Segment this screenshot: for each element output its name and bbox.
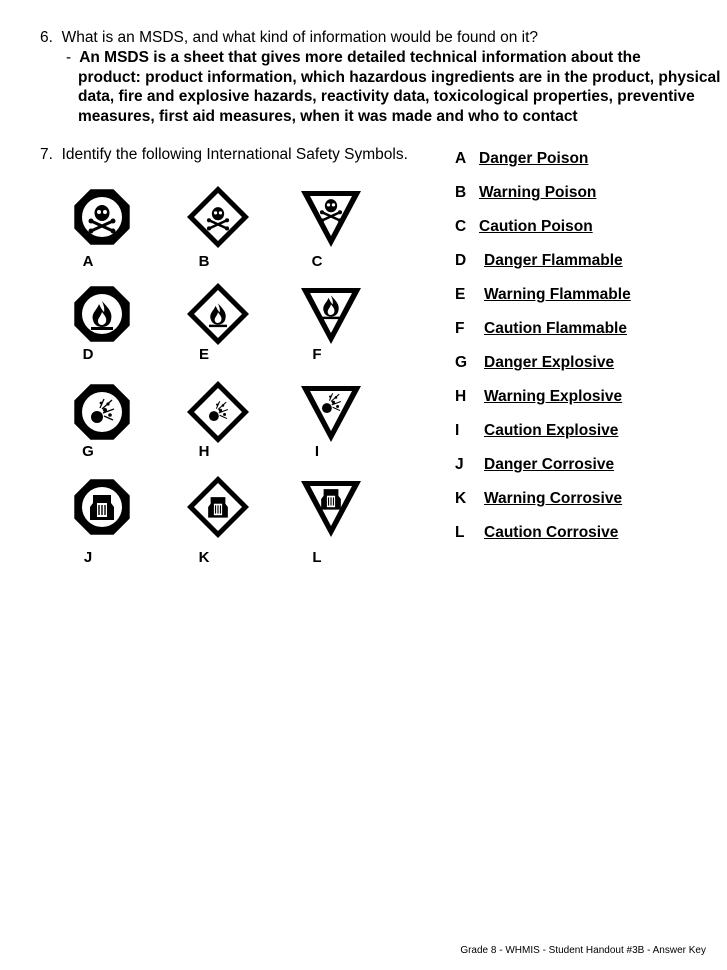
answer-row: [455, 150, 588, 168]
answer-text: Warning Poison: [479, 184, 597, 201]
symbol-letter-label: A: [82, 253, 94, 270]
answer-text: Danger Poison: [479, 150, 589, 167]
symbol-letter-label: L: [312, 549, 322, 566]
question-6-answer: [66, 48, 721, 126]
answer-letter: J: [455, 456, 464, 473]
answer-letter: K: [455, 490, 467, 507]
danger-corrosive-symbol-icon: [70, 475, 134, 539]
symbol-letter-label: J: [83, 549, 93, 566]
answer-row: [455, 184, 596, 202]
question-6-number: 6.: [40, 29, 53, 46]
symbol-letter-label: I: [314, 443, 320, 460]
caution-explosive-symbol-icon: [299, 380, 363, 444]
answer-letter: L: [455, 524, 465, 541]
answer-row: [455, 422, 618, 440]
question-6-prompt: [40, 29, 538, 47]
answer-letter: H: [455, 388, 467, 405]
answer-text: Warning Corrosive: [484, 490, 623, 507]
answer-continuation: product: product information, which hazardous ingredients are in the product, physical data, fire and explosive hazards, reactivity data, toxicological properties, preventive measures, first aid measures, when it was made and who to contact: [78, 68, 721, 125]
answer-row: [455, 490, 622, 508]
question-7-text: Identify the following International Safety Symbols.: [61, 146, 408, 163]
answer-letter: B: [455, 184, 467, 201]
caution-flammable-symbol-icon: [299, 282, 363, 346]
answer-row: [455, 286, 631, 304]
answer-row: [455, 320, 627, 338]
answer-row: [455, 252, 623, 270]
answer-letter: A: [455, 150, 467, 167]
danger-explosive-symbol-icon: [70, 380, 134, 444]
answer-text: Danger Flammable: [484, 252, 623, 269]
warning-flammable-symbol-icon: [186, 282, 250, 346]
answer-text: Danger Explosive: [484, 354, 615, 371]
symbol-letter-label: B: [198, 253, 210, 270]
warning-poison-symbol-icon: [186, 185, 250, 249]
answer-text: Caution Explosive: [484, 422, 619, 439]
answer-dash: -: [66, 49, 72, 66]
symbol-letter-label: E: [198, 346, 209, 363]
answer-letter: C: [455, 218, 467, 235]
warning-corrosive-symbol-icon: [186, 475, 250, 539]
question-6-text: What is an MSDS, and what kind of information would be found on it?: [61, 29, 539, 46]
answer-letter: I: [455, 422, 460, 439]
answer-text: Warning Flammable: [484, 286, 631, 303]
danger-poison-symbol-icon: [70, 185, 134, 249]
symbol-letter-label: K: [198, 549, 210, 566]
danger-flammable-symbol-icon: [70, 282, 134, 346]
answer-row: [455, 354, 614, 372]
symbol-letter-label: D: [82, 346, 94, 363]
page-footer: Grade 8 - WHMIS - Student Handout #3B - Answer Key: [460, 945, 706, 956]
answer-row: [455, 218, 593, 236]
caution-poison-symbol-icon: [299, 185, 363, 249]
symbol-letter-label: G: [82, 443, 94, 460]
answer-first-line: An MSDS is a sheet that gives more detailed technical information about the: [79, 49, 641, 66]
answer-text: Danger Corrosive: [484, 456, 615, 473]
answer-row: [455, 456, 614, 474]
answer-letter: G: [455, 354, 468, 371]
symbol-letter-label: H: [198, 443, 210, 460]
answer-text: Caution Flammable: [484, 320, 627, 337]
caution-corrosive-symbol-icon: [299, 475, 363, 539]
answer-letter: E: [455, 286, 466, 303]
answer-row: [455, 524, 618, 542]
answer-letter: F: [455, 320, 465, 337]
answer-text: Caution Corrosive: [484, 524, 619, 541]
answer-text: Warning Explosive: [484, 388, 623, 405]
question-7-prompt: [40, 146, 408, 164]
symbol-letter-label: F: [312, 346, 322, 363]
answer-text: Caution Poison: [479, 218, 593, 235]
answer-letter: D: [455, 252, 467, 269]
warning-explosive-symbol-icon: [186, 380, 250, 444]
answer-row: [455, 388, 622, 406]
question-7-number: 7.: [40, 146, 53, 163]
symbol-letter-label: C: [311, 253, 323, 270]
